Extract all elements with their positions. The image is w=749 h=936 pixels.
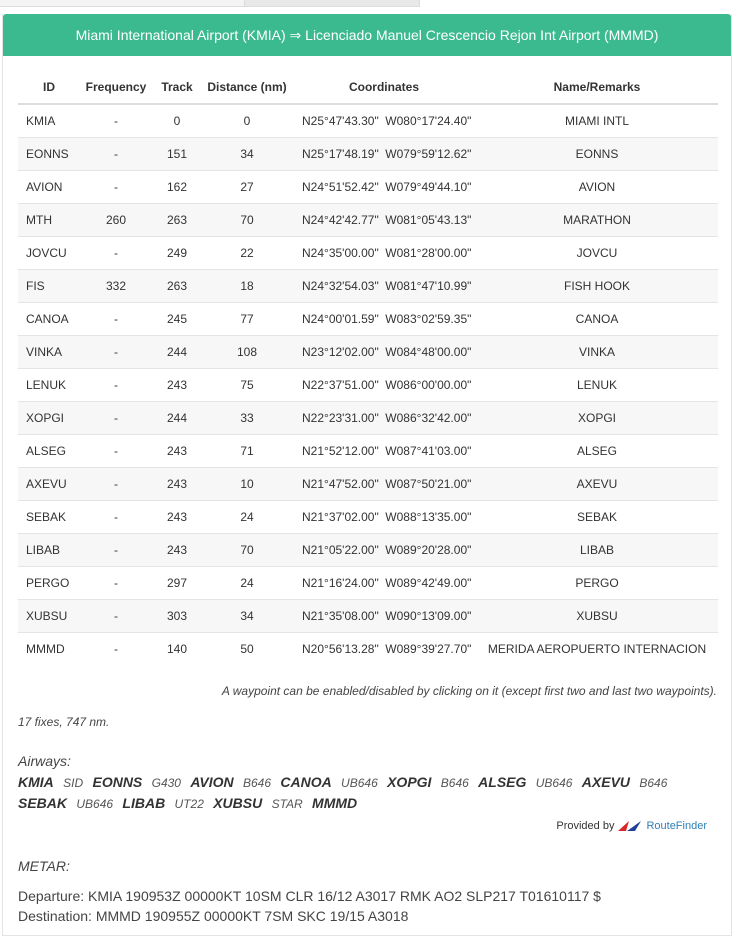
table-row[interactable] — [18, 401, 718, 434]
cell-frequency: - — [80, 566, 152, 599]
cell-id: FIS — [18, 269, 80, 302]
cell-id: PERGO — [18, 566, 80, 599]
tab-left[interactable] — [0, 0, 244, 7]
cell-name: LENUK — [476, 368, 718, 401]
cell-distance: 24 — [202, 566, 292, 599]
airway-segment: G430 — [151, 776, 181, 790]
cell-distance: 34 — [202, 137, 292, 170]
cell-distance: 70 — [202, 203, 292, 236]
airway-segment: B646 — [639, 776, 668, 790]
cell-distance: 10 — [202, 467, 292, 500]
cell-longitude: W084°48'00.00" — [383, 335, 476, 368]
col-id: ID — [18, 70, 80, 104]
table-row[interactable] — [18, 170, 718, 203]
provided-by — [556, 820, 707, 832]
cell-name: EONNS — [476, 137, 718, 170]
table-row[interactable] — [18, 632, 718, 665]
route-table-body — [18, 104, 718, 665]
cell-distance: 0 — [202, 104, 292, 137]
airway-fix: CANOA — [280, 774, 332, 790]
cell-track: 297 — [152, 566, 202, 599]
cell-frequency: 332 — [80, 269, 152, 302]
cell-track: 244 — [152, 401, 202, 434]
cell-latitude: N24°00'01.59" — [292, 302, 383, 335]
cell-distance: 50 — [202, 632, 292, 665]
cell-name: MIAMI INTL — [476, 104, 718, 137]
airway-fix: XOPGI — [387, 774, 432, 790]
cell-latitude: N23°12'02.00" — [292, 335, 383, 368]
route-summary: 17 fixes, 747 nm. — [18, 715, 110, 729]
cell-name: XUBSU — [476, 599, 718, 632]
cell-id: MMMD — [18, 632, 80, 665]
cell-frequency: - — [80, 104, 152, 137]
airway-fix: MMMD — [312, 795, 358, 811]
cell-distance: 70 — [202, 533, 292, 566]
cell-id: EONNS — [18, 137, 80, 170]
cell-frequency: - — [80, 170, 152, 203]
cell-id: JOVCU — [18, 236, 80, 269]
cell-frequency: - — [80, 368, 152, 401]
cell-longitude: W081°28'00.00" — [383, 236, 476, 269]
cell-latitude: N24°32'54.03" — [292, 269, 383, 302]
cell-id: MTH — [18, 203, 80, 236]
cell-latitude: N22°23'31.00" — [292, 401, 383, 434]
cell-frequency: - — [80, 632, 152, 665]
cell-latitude: N21°05'22.00" — [292, 533, 383, 566]
cell-name: CANOA — [476, 302, 718, 335]
cell-longitude: W081°47'10.99" — [383, 269, 476, 302]
table-header-row — [18, 70, 718, 104]
cell-track: 243 — [152, 368, 202, 401]
cell-name: FISH HOOK — [476, 269, 718, 302]
cell-name: AVION — [476, 170, 718, 203]
cell-track: 243 — [152, 467, 202, 500]
cell-frequency: - — [80, 401, 152, 434]
cell-name: AXEVU — [476, 467, 718, 500]
cell-name: ALSEG — [476, 434, 718, 467]
cell-id: CANOA — [18, 302, 80, 335]
table-row[interactable] — [18, 203, 718, 236]
cell-latitude: N21°47'52.00" — [292, 467, 383, 500]
airway-fix: AXEVU — [581, 774, 631, 790]
cell-longitude: W079°59'12.62" — [383, 137, 476, 170]
table-row[interactable] — [18, 335, 718, 368]
airway-segment: UB646 — [341, 776, 378, 790]
cell-frequency: - — [80, 599, 152, 632]
table-row[interactable] — [18, 434, 718, 467]
airway-fix: ALSEG — [478, 774, 527, 790]
table-row[interactable] — [18, 368, 718, 401]
cell-latitude: N22°37'51.00" — [292, 368, 383, 401]
cell-id: AVION — [18, 170, 80, 203]
cell-distance: 33 — [202, 401, 292, 434]
cell-distance: 27 — [202, 170, 292, 203]
cell-track: 243 — [152, 533, 202, 566]
routefinder-link[interactable]: RouteFinder — [646, 820, 707, 832]
cell-latitude: N25°47'43.30" — [292, 104, 383, 137]
cell-latitude: N21°52'12.00" — [292, 434, 383, 467]
cell-track: 243 — [152, 434, 202, 467]
cell-distance: 34 — [202, 599, 292, 632]
col-coordinates: Coordinates — [292, 70, 476, 104]
table-row[interactable] — [18, 269, 718, 302]
cell-frequency: - — [80, 500, 152, 533]
cell-longitude: W079°49'44.10" — [383, 170, 476, 203]
airway-segment: SID — [63, 776, 84, 790]
cell-track: 140 — [152, 632, 202, 665]
cell-longitude: W090°13'09.00" — [383, 599, 476, 632]
panel-header: Miami International Airport (KMIA) ⇒ Licenciado Manuel Crescencio Rejon Int Airport (MMMD) — [3, 14, 731, 56]
airways-list — [18, 772, 718, 814]
cell-frequency: - — [80, 236, 152, 269]
cell-track: 151 — [152, 137, 202, 170]
cell-frequency: 260 — [80, 203, 152, 236]
cell-latitude: N24°35'00.00" — [292, 236, 383, 269]
cell-latitude: N24°42'42.77" — [292, 203, 383, 236]
table-row[interactable] — [18, 104, 718, 137]
cell-id: VINKA — [18, 335, 80, 368]
cell-frequency: - — [80, 302, 152, 335]
cell-distance: 71 — [202, 434, 292, 467]
cell-distance: 108 — [202, 335, 292, 368]
cell-frequency: - — [80, 434, 152, 467]
cell-longitude: W080°17'24.40" — [383, 104, 476, 137]
airway-segment: UB646 — [535, 776, 573, 790]
cell-frequency: - — [80, 467, 152, 500]
cell-longitude: W089°20'28.00" — [383, 533, 476, 566]
table-row[interactable] — [18, 302, 718, 335]
col-distance: Distance (nm) — [202, 70, 292, 104]
cell-frequency: - — [80, 533, 152, 566]
airways-title: Airways: — [18, 753, 71, 769]
cell-name: JOVCU — [476, 236, 718, 269]
cell-id: XUBSU — [18, 599, 80, 632]
cell-longitude: W086°00'00.00" — [383, 368, 476, 401]
cell-longitude: W081°05'43.13" — [383, 203, 476, 236]
cell-name: MERIDA AEROPUERTO INTERNACION — [476, 632, 718, 665]
cell-name: LIBAB — [476, 533, 718, 566]
cell-id: KMIA — [18, 104, 80, 137]
cell-frequency: - — [80, 335, 152, 368]
cell-distance: 22 — [202, 236, 292, 269]
cell-id: LENUK — [18, 368, 80, 401]
cell-longitude: W088°13'35.00" — [383, 500, 476, 533]
airway-fix: KMIA — [18, 774, 54, 790]
table-row[interactable] — [18, 599, 718, 632]
cell-name: SEBAK — [476, 500, 718, 533]
cell-id: XOPGI — [18, 401, 80, 434]
cell-name: MARATHON — [476, 203, 718, 236]
cell-id: SEBAK — [18, 500, 80, 533]
col-frequency: Frequency — [80, 70, 152, 104]
cell-track: 263 — [152, 203, 202, 236]
col-track: Track — [152, 70, 202, 104]
cell-track: 244 — [152, 335, 202, 368]
cell-longitude: W089°42'49.00" — [383, 566, 476, 599]
airway-fix: LIBAB — [122, 795, 166, 811]
table-row[interactable] — [18, 467, 718, 500]
waypoint-note: A waypoint can be enabled/disabled by clicking on it (except first two and last two waypoints). — [221, 684, 717, 698]
table-row[interactable] — [18, 533, 718, 566]
cell-distance: 18 — [202, 269, 292, 302]
cell-track: 245 — [152, 302, 202, 335]
cell-track: 162 — [152, 170, 202, 203]
col-name: Name/Remarks — [476, 70, 718, 104]
cell-latitude: N21°16'24.00" — [292, 566, 383, 599]
cell-longitude: W086°32'42.00" — [383, 401, 476, 434]
cell-latitude: N21°37'02.00" — [292, 500, 383, 533]
metar-departure: Departure: KMIA 190953Z 00000KT 10SM CLR 16/12 A3017 RMK AO2 SLP217 T01610117 $ — [18, 888, 601, 904]
table-row[interactable] — [18, 500, 718, 533]
cell-distance: 75 — [202, 368, 292, 401]
cell-name: VINKA — [476, 335, 718, 368]
cell-track: 263 — [152, 269, 202, 302]
cell-name: XOPGI — [476, 401, 718, 434]
tab-right[interactable] — [244, 0, 420, 7]
cell-id: ALSEG — [18, 434, 80, 467]
airway-segment: UT22 — [174, 797, 204, 811]
cell-track: 243 — [152, 500, 202, 533]
provided-label: Provided by — [556, 820, 615, 832]
cell-distance: 24 — [202, 500, 292, 533]
cell-name: PERGO — [476, 566, 718, 599]
cell-longitude: W089°39'27.70" — [383, 632, 476, 665]
cell-longitude: W083°02'59.35" — [383, 302, 476, 335]
cell-latitude: N25°17'48.19" — [292, 137, 383, 170]
airway-segment: UB646 — [76, 797, 114, 811]
airway-fix: AVION — [190, 774, 234, 790]
route-table — [18, 70, 718, 665]
table-row[interactable] — [18, 137, 718, 170]
cell-id: AXEVU — [18, 467, 80, 500]
top-tabs — [0, 0, 749, 14]
table-row[interactable] — [18, 236, 718, 269]
route-panel — [2, 14, 732, 936]
airway-fix: XUBSU — [213, 795, 263, 811]
cell-track: 0 — [152, 104, 202, 137]
cell-latitude: N20°56'13.28" — [292, 632, 383, 665]
cell-latitude: N24°51'52.42" — [292, 170, 383, 203]
routefinder-logo-icon[interactable] — [618, 820, 642, 832]
cell-longitude: W087°41'03.00" — [383, 434, 476, 467]
cell-latitude: N21°35'08.00" — [292, 599, 383, 632]
cell-longitude: W087°50'21.00" — [383, 467, 476, 500]
airway-segment: STAR — [271, 797, 303, 811]
airway-segment: B646 — [440, 776, 469, 790]
cell-track: 303 — [152, 599, 202, 632]
table-row[interactable] — [18, 566, 718, 599]
cell-distance: 77 — [202, 302, 292, 335]
airway-fix: EONNS — [92, 774, 143, 790]
metar-destination: Destination: MMMD 190955Z 00000KT 7SM SKC 19/15 A3018 — [18, 908, 409, 924]
cell-id: LIBAB — [18, 533, 80, 566]
metar-title: METAR: — [18, 858, 70, 874]
cell-frequency: - — [80, 137, 152, 170]
cell-track: 249 — [152, 236, 202, 269]
airway-fix: SEBAK — [18, 795, 68, 811]
airway-segment: B646 — [242, 776, 272, 790]
